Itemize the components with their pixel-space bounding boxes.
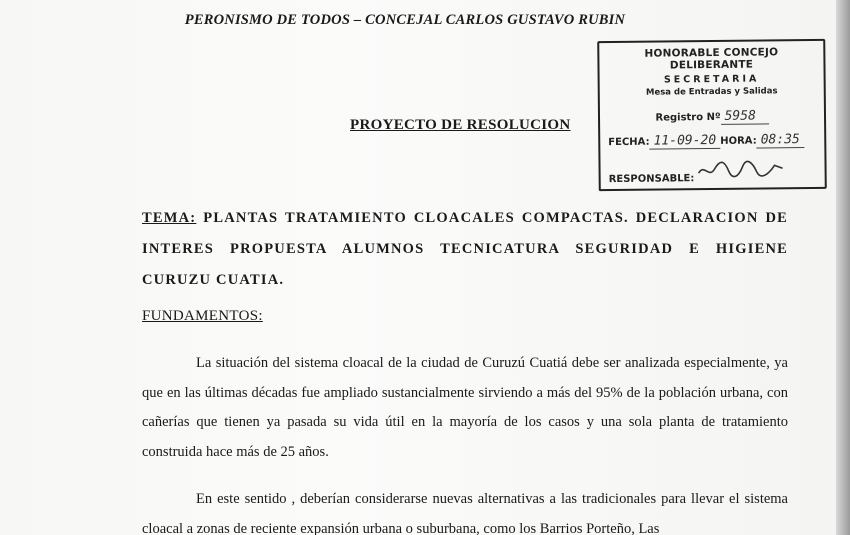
document-title: PROYECTO DE RESOLUCION xyxy=(350,117,571,133)
reception-stamp xyxy=(597,39,827,191)
tema-label: TEMA: xyxy=(142,210,197,226)
stamp-hora-label: HORA: xyxy=(720,135,757,147)
paragraph-2: En este sentido , deberían considerarse nuevas alternativas a las tradicionales para llevar el sistema cloacal a zonas de reciente expansión urbana o suburbana, como los Barrios Porteño, Las xyxy=(142,491,788,535)
stamp-fecha-row xyxy=(608,132,816,150)
tema-block xyxy=(142,203,788,296)
stamp-responsable-row xyxy=(608,156,816,185)
paragraph-1: La situación del sistema cloacal de la ciudad de Curuzú Cuatiá debe ser analizada especialmente, ya que en las últimas décadas fue ampliado sustancialmente sirviendo a más del 95% de la población urbana, con cañerías que tienen ya pasada su vida útil en la mayoría de los casos y una sola planta de tratamiento construida hace más de 25 años. xyxy=(142,355,788,460)
tema-text: PLANTAS TRATAMIENTO CLOACALES COMPACTAS. DECLARACION DE INTERES PROPUESTA ALUMNOS TECNICATURA SEGURIDAD E HIGIENE CURUZU CUATIA. xyxy=(142,210,788,288)
stamp-institution: HONORABLE CONCEJO DELIBERANTE xyxy=(644,46,779,72)
stamp-secretaria: SECRETARIA xyxy=(663,73,760,86)
letterhead: PERONISMO DE TODOS – CONCEJAL CARLOS GUSTAVO RUBIN xyxy=(184,12,626,28)
page-edge-shadow xyxy=(836,0,850,535)
stamp-fecha-value: 11-09-20 xyxy=(649,133,720,150)
stamp-registro-value: 5958 xyxy=(720,108,768,125)
stamp-registro-row xyxy=(608,108,816,126)
fundamentos-heading: FUNDAMENTOS: xyxy=(142,308,263,324)
stamp-responsable-label: RESPONSABLE: xyxy=(608,173,695,186)
signature-scribble xyxy=(694,156,786,181)
stamp-registro-label: Registro Nº xyxy=(655,111,721,124)
stamp-office: Mesa de Entradas y Salidas xyxy=(645,86,778,98)
stamp-hora-value: 08:35 xyxy=(757,132,804,148)
stamp-fecha-label: FECHA: xyxy=(608,136,650,149)
